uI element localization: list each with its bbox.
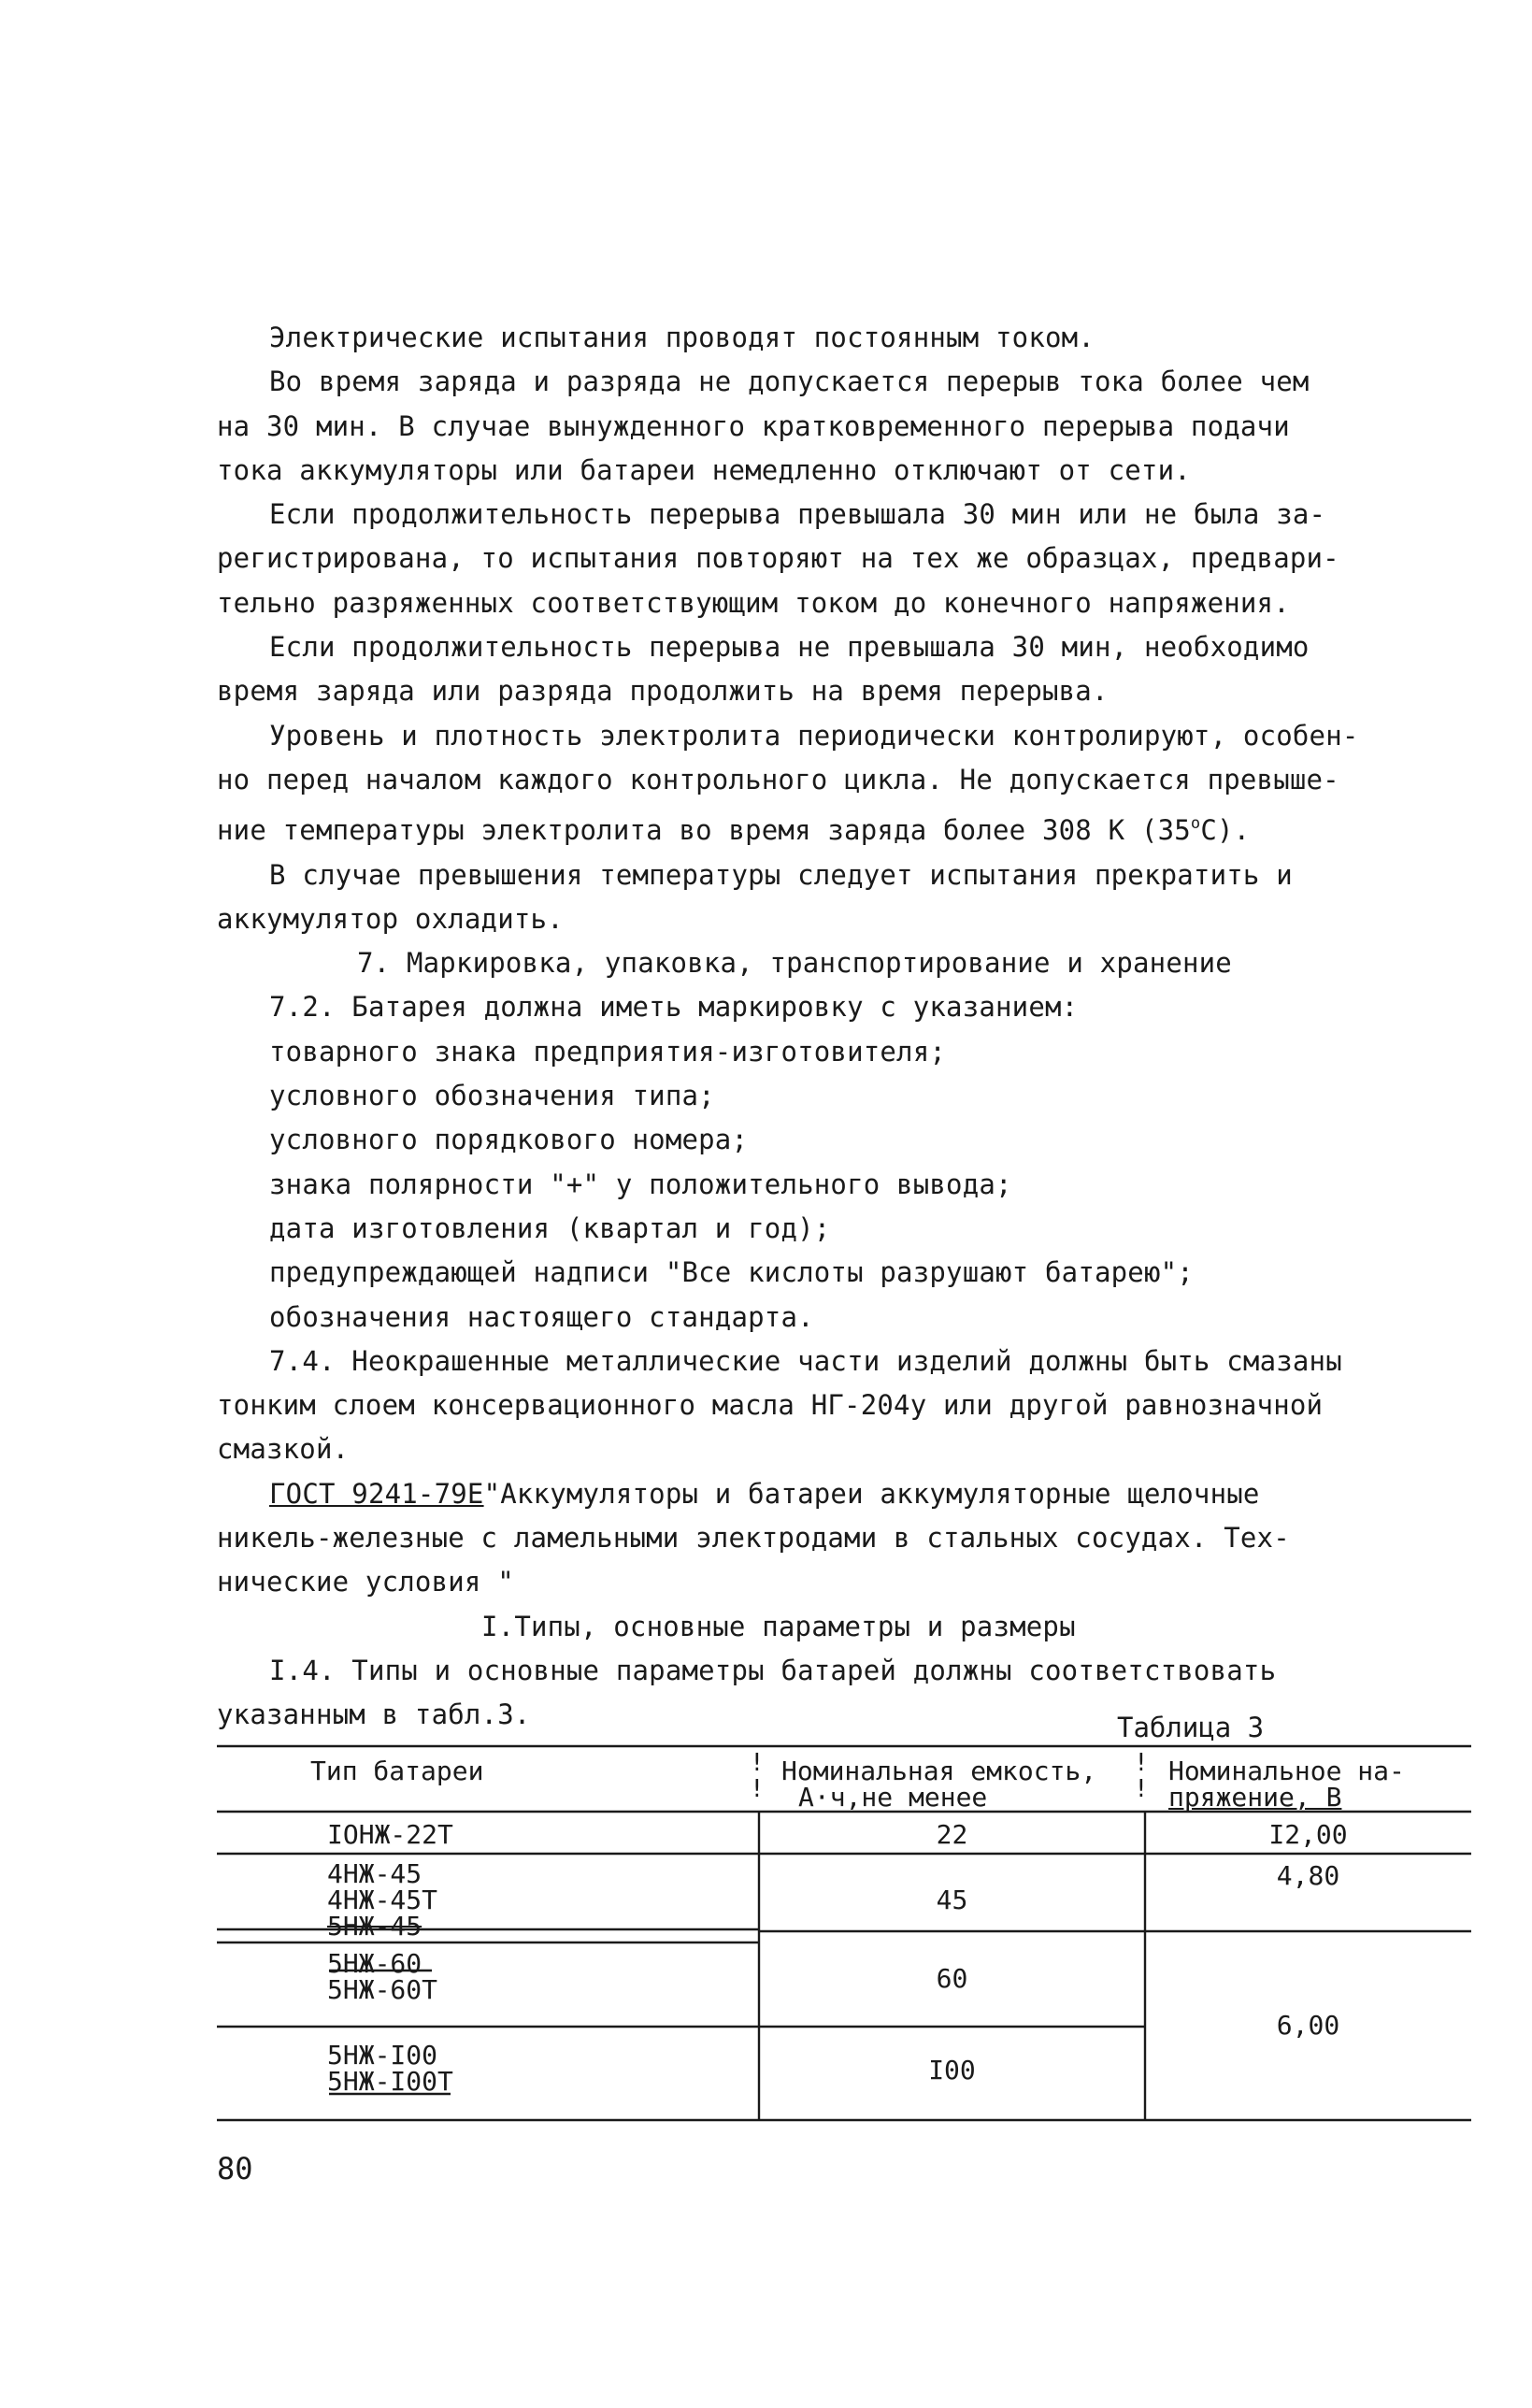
paragraph-line: Если продолжительность перерыва не превышала 30 мин, необходимо <box>269 631 1310 664</box>
temperature-text: ние температуры электролита во время заряда более 308 К (35 <box>217 814 1191 847</box>
clause-7-4: 7.4. Неокрашенные металлические части изделий должны быть смазаны <box>269 1344 1342 1377</box>
paragraph-line: Если продолжительность перерыва превышала 30 мин или не была за- <box>269 498 1326 531</box>
body-text <box>217 316 1441 1738</box>
temperature-unit: С). <box>1200 814 1251 847</box>
paragraph-line: регистрирована, то испытания повторяют на тех же образцах, предвари- <box>217 542 1339 575</box>
marking-item: дата изготовления (квартал и год); <box>269 1211 831 1244</box>
header-separator: ! <box>750 1775 765 1803</box>
table-cell-capacity: 22 <box>936 1819 968 1850</box>
paragraph-line: Во время заряда и разряда не допускается перерыв тока более чем <box>269 366 1310 398</box>
table-cell-capacity: I00 <box>928 2055 976 2086</box>
page-number: 80 <box>217 2151 253 2186</box>
table-caption: Таблица 3 <box>1117 1712 1265 1743</box>
header-capacity-unit: А·ч,не менее <box>798 1782 988 1813</box>
table-cell-type: IОНЖ-22Т <box>327 1819 453 1850</box>
table-cell-type-struck: 5НЖ-45 <box>327 1911 422 1942</box>
table-cell-capacity: 45 <box>936 1885 968 1915</box>
marking-item: условного порядкового номера; <box>269 1124 749 1156</box>
header-type: Тип батареи <box>310 1756 484 1786</box>
marking-item: знака полярности "+" у положительного вывода; <box>269 1168 1012 1200</box>
marking-item: условного обозначения типа; <box>269 1080 715 1112</box>
paragraph-line: В случае превышения температуры следует испытания прекратить и <box>269 858 1293 891</box>
paragraph-line: время заряда или разряда продолжить на время перерыва. <box>217 675 1109 708</box>
paragraph-line: на 30 мин. В случае вынужденного кратковременного перерыва подачи <box>217 409 1290 442</box>
table-cell-type: 5НЖ-60 <box>327 1948 422 1979</box>
header-voltage-unit: пряжение, В <box>1168 1782 1342 1813</box>
marking-item: обозначения настоящего стандарта. <box>269 1300 814 1333</box>
header-voltage: Номинальное на- <box>1168 1756 1405 1786</box>
table-cell-capacity: 60 <box>936 1963 968 1994</box>
gost-title-line: нические условия " <box>217 1566 514 1598</box>
table-cell-type: 4НЖ-45 <box>327 1858 422 1889</box>
gost-reference <box>217 1472 1441 1516</box>
table-cell-type: 5НЖ-I00Т <box>327 2066 453 2097</box>
paragraph-line: но перед началом каждого контрольного цикла. Не допускается превыше- <box>217 763 1339 796</box>
marking-item: предупреждающей надписи "Все кислоты разрушают батарею"; <box>269 1256 1194 1289</box>
section-heading: 7. Маркировка, упаковка, транспортирование и хранение <box>357 947 1232 980</box>
header-separator: ! <box>1134 1749 1149 1777</box>
paragraph-line <box>217 802 1441 853</box>
gost-title-line: никель-железные с ламельными электродами в стальных сосудах. Тех- <box>217 1522 1290 1555</box>
table-cell-voltage: 6,00 <box>1276 2010 1340 2041</box>
table-cell-type: 5НЖ-60Т <box>327 1974 438 2005</box>
header-capacity: Номинальная емкость, <box>781 1756 1097 1786</box>
paragraph-line: Электрические испытания проводят постоянным током. <box>269 322 1095 353</box>
clause-7-2: 7.2. Батарея должна иметь маркировку с указанием: <box>269 991 1079 1024</box>
paragraph-line: аккумулятор охладить. <box>217 902 564 935</box>
table-cell-type: 5НЖ-I00 <box>327 2040 438 2071</box>
table-cell-voltage: 4,80 <box>1276 1860 1340 1891</box>
clause-7-4-line: смазкой. <box>217 1433 350 1466</box>
marking-item: товарного знака предприятия-изготовителя; <box>269 1035 947 1068</box>
gost-title: "Аккумуляторы и батареи аккумуляторные щелочные <box>483 1477 1260 1510</box>
clause-1-4-line: указанным в табл.3. <box>217 1698 531 1731</box>
paragraph-line: тока аккумуляторы или батареи немедленно отключают от сети. <box>217 453 1191 486</box>
header-separator: ! <box>1134 1775 1149 1803</box>
paragraph-line: тельно разряженных соответствующим током до конечного напряжения. <box>217 586 1290 619</box>
table-cell-voltage: I2,00 <box>1268 1819 1348 1850</box>
table-3 <box>217 1744 1471 2129</box>
degree-superscript: о <box>1190 814 1201 834</box>
gost-code: ГОСТ 9241-79Е <box>269 1477 484 1510</box>
clause-7-4-line: тонким слоем консервационного масла НГ-204у или другой равнозначной <box>217 1389 1324 1422</box>
table-cell-type: 4НЖ-45Т <box>327 1885 438 1915</box>
clause-1-4: I.4. Типы и основные параметры батарей должны соответствовать <box>269 1654 1277 1686</box>
header-separator: ! <box>750 1749 765 1777</box>
section-heading: I.Типы, основные параметры и размеры <box>481 1610 1076 1642</box>
paragraph-line: Уровень и плотность электролита периодически контролируют, особен- <box>269 719 1359 752</box>
